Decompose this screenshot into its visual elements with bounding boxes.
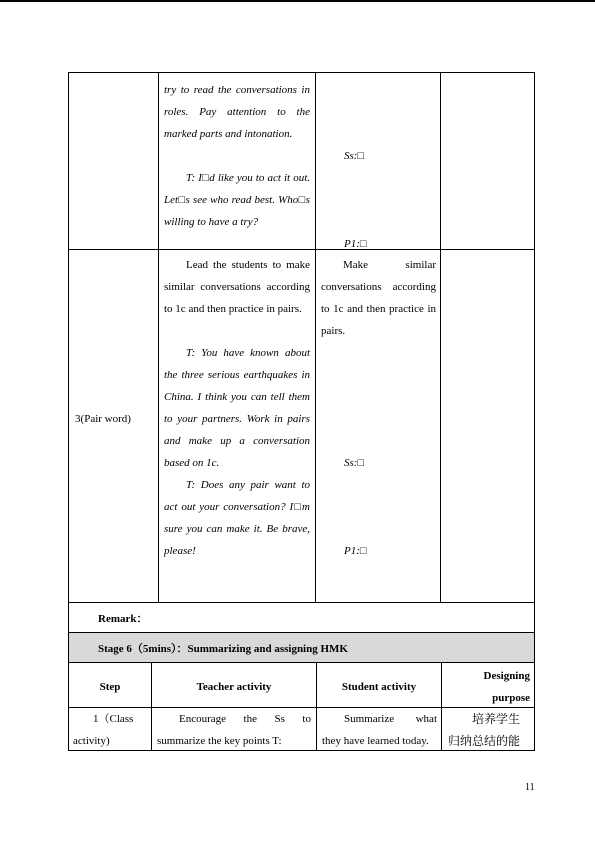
header-student-cell	[316, 662, 442, 708]
r1-student-ss: Ss:□	[344, 150, 365, 162]
r2-student-cell	[315, 249, 441, 603]
header-step: Step	[99, 681, 121, 693]
r3-purpose-cell	[441, 707, 535, 751]
header-teacher-cell	[151, 662, 317, 708]
r1-student-p1: P1:□	[344, 238, 367, 250]
stage-title: Stage 6（5mins）：Summarizing and assigning HMK	[98, 643, 348, 655]
r3-purpose-text: 培养学生归纳总结的能	[448, 712, 521, 748]
remark-row	[68, 602, 535, 633]
r2-step-text: 3(Pair word)	[75, 413, 131, 425]
header-teacher: Teacher activity	[196, 681, 272, 693]
header-step-cell	[68, 662, 152, 708]
page-number: 11	[525, 782, 535, 793]
r2-teacher-text-3: T: Does any pair want to act out your conversation? I□m sure you can make it. Be brave, please!	[164, 479, 310, 557]
header-purpose: Designing purpose	[483, 670, 530, 704]
r3-student-cell	[316, 707, 442, 751]
top-rule	[0, 0, 595, 2]
r3-step-cell	[68, 707, 152, 751]
r1-step-cell	[68, 72, 159, 250]
header-purpose-cell	[441, 662, 535, 708]
r3-teacher-text: Encourage the Ss to summarize the key points T:	[157, 713, 311, 747]
r2-teacher-cell	[158, 249, 316, 603]
r3-teacher-cell	[151, 707, 317, 751]
r2-student-p1: P1:□	[344, 545, 367, 557]
r1-student-cell	[315, 72, 441, 250]
r2-teacher-text-2: T: You have known about the three serious earthquakes in China. I think you can tell them to your partners. Work in pairs and make up a conversation based on 1c.	[164, 347, 310, 469]
r2-teacher-text-1: Lead the students to make similar conversations according to 1c and then practice in pairs.	[164, 259, 310, 315]
r2-purpose-cell	[440, 249, 535, 603]
r1-teacher-text-1: try to read the conversations in roles. Pay attention to the marked parts and intonation.	[164, 84, 310, 140]
remark-label: Remark：	[98, 613, 148, 625]
r2-student-text: Make similar conversations according to 1c and then practice in pairs.	[321, 259, 436, 337]
r3-step-text: 1（Class activity)	[73, 713, 134, 747]
stage-title-row	[68, 632, 535, 663]
r1-teacher-cell	[158, 72, 316, 250]
r1-teacher-text-2: T: I□d like you to act it out. Let□s see who read best. Who□s willing to have a try?	[164, 172, 310, 228]
header-student: Student activity	[341, 681, 417, 693]
r3-student-text: Summarize what they have learned today.	[322, 713, 437, 747]
r2-step-cell	[68, 249, 159, 603]
r2-student-ss: Ss:□	[344, 457, 365, 469]
r1-purpose-cell	[440, 72, 535, 250]
